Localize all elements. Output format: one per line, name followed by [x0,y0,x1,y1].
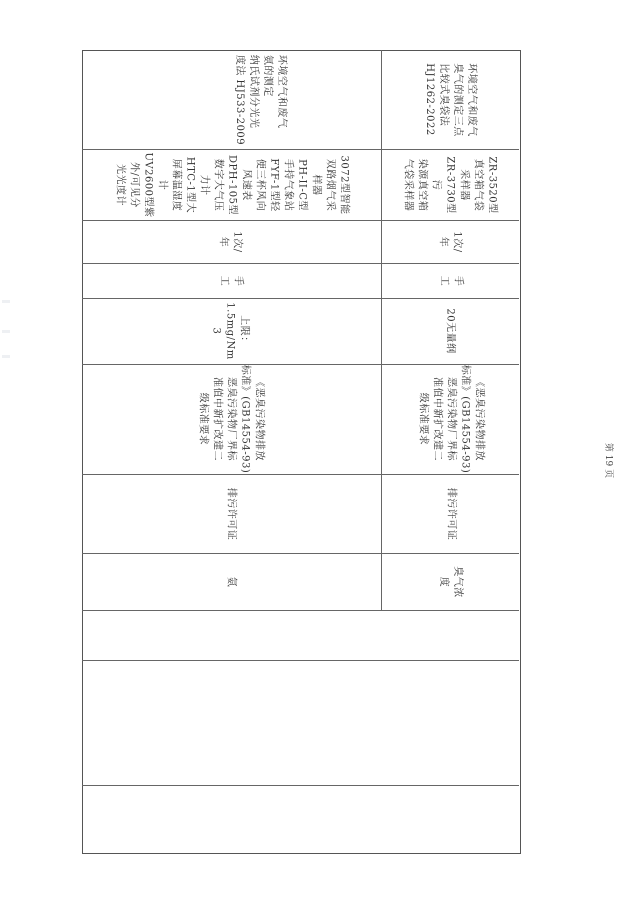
row2-limit: 20无量纲 [444,308,456,354]
row1-standard: 《恶臭污染物排放 标准》(GB14554-93) 恶臭污染物厂界标 准值中新扩改建二 级标准要求 [197,364,264,474]
row2-instruments-cell [381,149,519,220]
row2-frequency-cell [381,220,519,263]
row2-method-cell [381,50,519,149]
row2-mode-cell [381,263,519,298]
row1-frequency-cell [190,220,270,263]
row2-item-cell [381,553,519,610]
row1-instruments: 3072型智能 双路烟气采 样器 PH-II-C型 手持气象站 FYF-1型轻 便三杯风向 风速表 DPH-105型 数字大气压 力计 HTC-1型大 屏幕温湿度 计 UV2600型紫 外/可见分 光光度计 [114,151,350,218]
row1-limit-cell [170,298,290,364]
page-number-cell [595,440,625,480]
row1-item: 氨 [225,576,236,587]
row1-basis-cell [180,474,280,553]
row1-mode: 手 工 [218,275,243,286]
row2-basis-cell [381,474,519,553]
row2-frequency: 1次/ 年 [437,230,463,253]
row1-method: 环境空气和废气 氨的测定 纳氏试剂分光光 度法 HJ533-2009 [233,54,287,145]
row1-limit: 上限： 1.5mg/Nm 3 [210,302,250,360]
row1-method-cell [210,50,310,149]
col-divider [82,785,519,786]
row2-item: 臭气浓 度 [438,565,463,598]
scan-mark [2,355,10,358]
row2-instruments: ZR-3520型 真空箱气袋 采样器 ZR-3730型 污 染源真空箱 气袋采样器 [403,155,498,214]
row2-method: 环境空气和废气 臭气的测定三点 比较式臭袋法 HJ1262-2022 [424,62,477,137]
row2-mode: 手 工 [438,275,463,286]
row1-item-cell [190,553,270,610]
scan-mark [2,330,10,333]
col-divider [82,610,519,611]
page-number: 第 19 页 [603,442,614,478]
row1-instruments-cell [82,149,381,220]
row1-basis: 排污许可证 [225,487,236,540]
row2-limit-cell [381,298,519,364]
row2-basis: 排污许可证 [445,487,456,540]
col-divider [82,660,519,661]
row2-standard: 《恶臭污染物排放 标准》(GB14554-93) 恶臭污染物厂界标 准值中新扩改建二 级标准要求 [417,364,484,474]
row1-standard-cell [140,364,320,474]
scan-mark [2,300,10,303]
row1-mode-cell [190,263,270,298]
row1-frequency: 1次/ 年 [217,230,243,253]
row2-standard-cell [350,364,550,474]
